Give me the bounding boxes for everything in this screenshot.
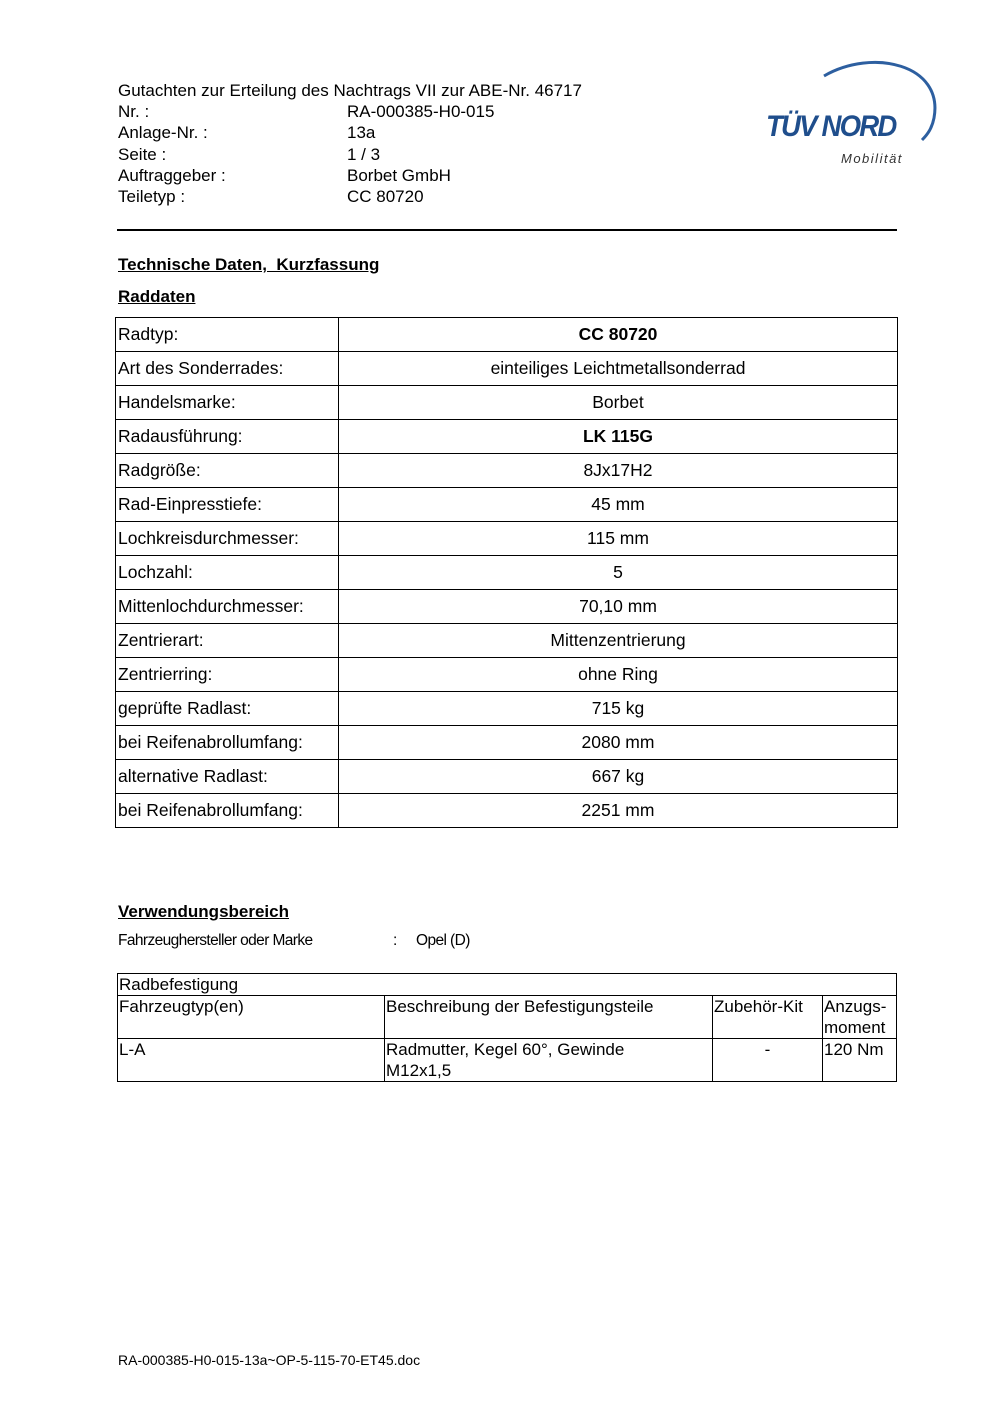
field-value-auftraggeber: Borbet GmbH	[347, 166, 451, 185]
row-value: 8Jx17H2	[339, 454, 898, 488]
row-value: 715 kg	[339, 692, 898, 726]
row-value: 115 mm	[339, 522, 898, 556]
row-value: 45 mm	[339, 488, 898, 522]
row-value: 2080 mm	[339, 726, 898, 760]
row-label: bei Reifenabrollumfang:	[116, 726, 339, 760]
table-title-row	[118, 974, 897, 996]
header-zubehoer-kit: Zubehör-Kit	[713, 996, 823, 1039]
footer-filename: RA-000385-H0-015-13a~OP-5-115-70-ET45.doc	[118, 1352, 421, 1368]
table-row	[118, 1039, 897, 1082]
row-beschreibung-line2: M12x1,5	[386, 1061, 452, 1080]
maker-value: Opel (D)	[416, 932, 470, 949]
field-label-auftraggeber: Auftraggeber :	[118, 166, 226, 185]
row-zubehoer-kit: -	[713, 1039, 823, 1082]
field-value-nr: RA-000385-H0-015	[347, 102, 495, 121]
row-value: einteiliges Leichtmetallsonderrad	[339, 352, 898, 386]
row-value: 5	[339, 556, 898, 590]
field-label-teiletyp: Teiletyp :	[118, 187, 186, 206]
section-title: Technische Daten, Kurzfassung	[118, 255, 380, 274]
row-fahrzeugtyp: L-A	[118, 1039, 385, 1082]
table-row	[116, 318, 898, 352]
table-row	[116, 658, 898, 692]
table-row	[116, 454, 898, 488]
table-header-row	[118, 996, 897, 1039]
header-anzugsmoment-line2: moment	[824, 1018, 886, 1037]
row-label: Lochkreisdurchmesser:	[116, 522, 339, 556]
row-label: Zentrierring:	[116, 658, 339, 692]
row-value: ohne Ring	[339, 658, 898, 692]
verwendung-heading: Verwendungsbereich	[118, 902, 289, 921]
row-label: Zentrierart:	[116, 624, 339, 658]
row-value: LK 115G	[339, 420, 898, 454]
row-label: Rad-Einpresstiefe:	[116, 488, 339, 522]
radbefestigung-title: Radbefestigung	[118, 974, 897, 996]
table-row	[116, 692, 898, 726]
radbefestigung-table	[117, 973, 897, 1082]
logo-wordmark: TÜV NORD	[766, 110, 896, 143]
field-value-anlage: 13a	[347, 123, 376, 142]
row-label: Radtyp:	[116, 318, 339, 352]
row-value: CC 80720	[339, 318, 898, 352]
header-rule	[117, 229, 897, 231]
table-row	[116, 556, 898, 590]
raddaten-heading: Raddaten	[118, 287, 196, 306]
row-beschreibung-line1: Radmutter, Kegel 60°, Gewinde	[386, 1040, 625, 1059]
table-row	[116, 794, 898, 828]
raddaten-table-body	[116, 318, 898, 828]
row-label: Mittenlochdurchmesser:	[116, 590, 339, 624]
header-fahrzeugtyp: Fahrzeugtyp(en)	[118, 996, 385, 1039]
row-label: Handelsmarke:	[116, 386, 339, 420]
field-value-teiletyp: CC 80720	[347, 187, 424, 206]
field-value-seite: 1 / 3	[347, 145, 381, 164]
document-title: Gutachten zur Erteilung des Nachtrags VII zur ABE-Nr. 46717	[118, 81, 582, 100]
field-label-nr: Nr. :	[118, 102, 150, 121]
table-row	[116, 760, 898, 794]
table-row	[116, 624, 898, 658]
row-label: Art des Sonderrades:	[116, 352, 339, 386]
row-label: geprüfte Radlast:	[116, 692, 339, 726]
table-row	[116, 420, 898, 454]
table-row	[116, 726, 898, 760]
header-anzugsmoment-line1: Anzugs-	[824, 997, 887, 1016]
header-beschreibung: Beschreibung der Befestigungsteile	[385, 996, 713, 1039]
row-value: Mittenzentrierung	[339, 624, 898, 658]
row-value: 667 kg	[339, 760, 898, 794]
row-label: bei Reifenabrollumfang:	[116, 794, 339, 828]
row-label: Radausführung:	[116, 420, 339, 454]
row-value: 2251 mm	[339, 794, 898, 828]
maker-label: Fahrzeughersteller oder Marke	[118, 932, 313, 949]
field-label-anlage: Anlage-Nr. :	[118, 123, 208, 142]
field-label-seite: Seite :	[118, 145, 167, 164]
row-value: Borbet	[339, 386, 898, 420]
row-beschreibung	[385, 1039, 713, 1082]
table-row	[116, 522, 898, 556]
header-anzugsmoment	[823, 996, 897, 1039]
raddaten-table	[115, 317, 898, 828]
table-row	[116, 352, 898, 386]
maker-separator: :	[393, 932, 397, 949]
row-anzugsmoment: 120 Nm	[823, 1039, 897, 1082]
logo-subtitle: Mobilität	[841, 151, 903, 166]
row-label: Lochzahl:	[116, 556, 339, 590]
row-label: Radgröße:	[116, 454, 339, 488]
table-row	[116, 590, 898, 624]
table-row	[116, 386, 898, 420]
row-value: 70,10 mm	[339, 590, 898, 624]
tuev-nord-logo	[762, 56, 942, 171]
row-label: alternative Radlast:	[116, 760, 339, 794]
table-row	[116, 488, 898, 522]
